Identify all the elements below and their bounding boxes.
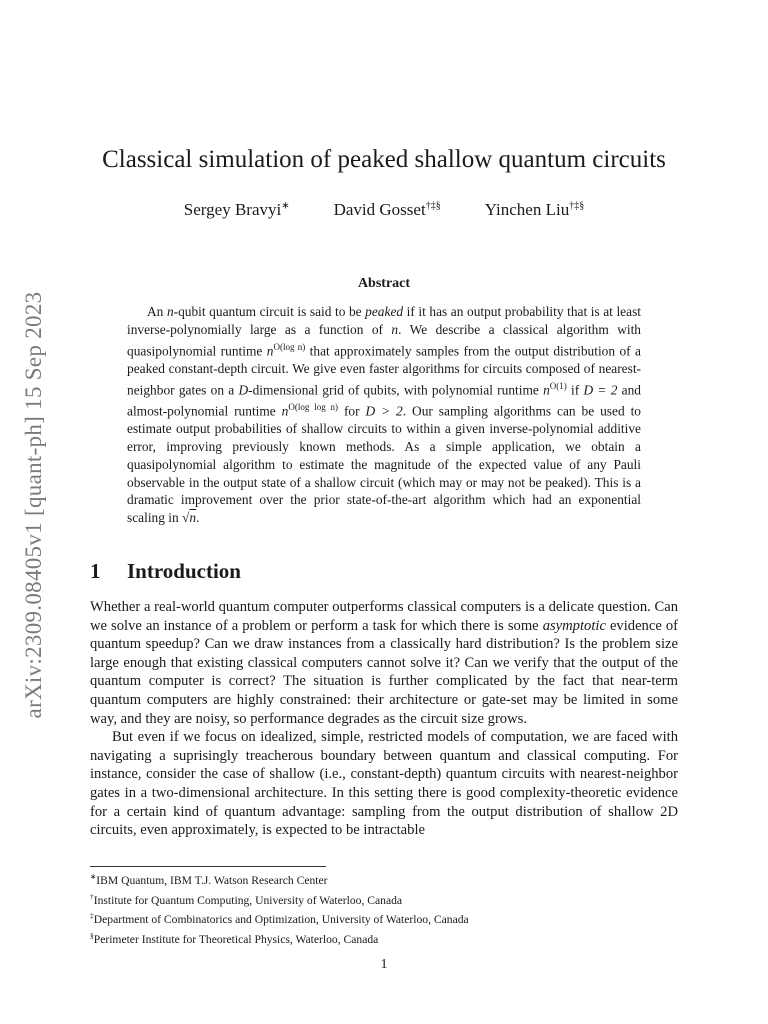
section-number: 1 [90, 559, 101, 583]
footnote: ∗IBM Quantum, IBM T.J. Watson Research Center [90, 872, 328, 887]
author: David Gosset†‡§ [333, 200, 441, 219]
footnotes [90, 869, 678, 948]
footnote: §Perimeter Institute for Theoretical Physics, Waterloo, Canada [90, 930, 379, 946]
section-heading [90, 559, 241, 584]
author-list [90, 200, 678, 220]
footnote: †Institute for Quantum Computing, University of Waterloo, Canada [90, 891, 403, 907]
author: Yinchen Liu†‡§ [484, 200, 585, 219]
section-title: Introduction [127, 559, 241, 583]
paragraph: Whether a real-world quantum computer outperforms classical computers is a delicate question. Can we solve an instance of a problem or perform a task for which there is some asymptotic evidence of quantum speedup? Can we draw instances from a classically hard distribution? Is the problem size large enough that existing classical computers cannot solve it? Can we verify that the output of the quantum computer is correct? The situation is further complicated by the fact that near-term quantum computers are highly constrained: their architecture or gate-set may be limited in some way, and they are noisy, so performance degrades as the circuit size grows. [90, 599, 678, 727]
arxiv-stamp: arXiv:2309.08405v1 [quant-ph] 15 Sep 2023 [21, 291, 46, 719]
footnote-rule [90, 866, 326, 867]
paragraph: But even if we focus on idealized, simple, restricted models of computation, we are faced with navigating a suprisingly treacherous boundary between quantum and classical computing. For instance, consider the case of shallow (i.e., constant-depth) quantum circuits with nearest-neighbor gates in a two-dimensional architecture. In this setting there is good complexity-theoretic evidence for a certain kind of quantum advantage: sampling from the output distribution of shallow 2D circuits, even approximately, is expected to be intractable [90, 729, 678, 839]
author: Sergey Bravyi∗ [183, 200, 290, 219]
intro-body [90, 598, 678, 840]
abstract-text: An n-qubit quantum circuit is said to be peaked if it has an output probability that is at least inverse-polynomially large as a function of n. We describe a classical algorithm with quasipolynomial runtime $n^{O(log n)}$ that approximately samples from the output distribution of a peaked constant-depth circuit. We give even faster algorithms for circuits composed of nearest-neighbor gates on a D-dimensional grid of qubits, with polynomial runtime $n^{O(1)}$ if D = 2 and almost-polynomial runtime $n^{O(log log n)}$ for D > 2. Our sampling algorithms can be used to estimate output probabilities of shallow circuits to within a given inverse-polynomial additive error, improving previously known methods. As a simple application, we obtain a quasipolynomial algorithm to estimate the magnitude of the expected value of any Pauli observable in the output state of a shallow circuit (which may or may not be peaked). This is a dramatic improvement over the prior state-of-the-art algorithm which had an exponential scaling in √n. [127, 304, 642, 526]
page-number: 1 [380, 957, 388, 972]
abstract-heading: Abstract [357, 276, 411, 291]
paper-title: Classical simulation of peaked shallow quantum circuits [102, 146, 666, 173]
footnote: ‡Department of Combinatorics and Optimization, University of Waterloo, Canada [90, 911, 469, 927]
